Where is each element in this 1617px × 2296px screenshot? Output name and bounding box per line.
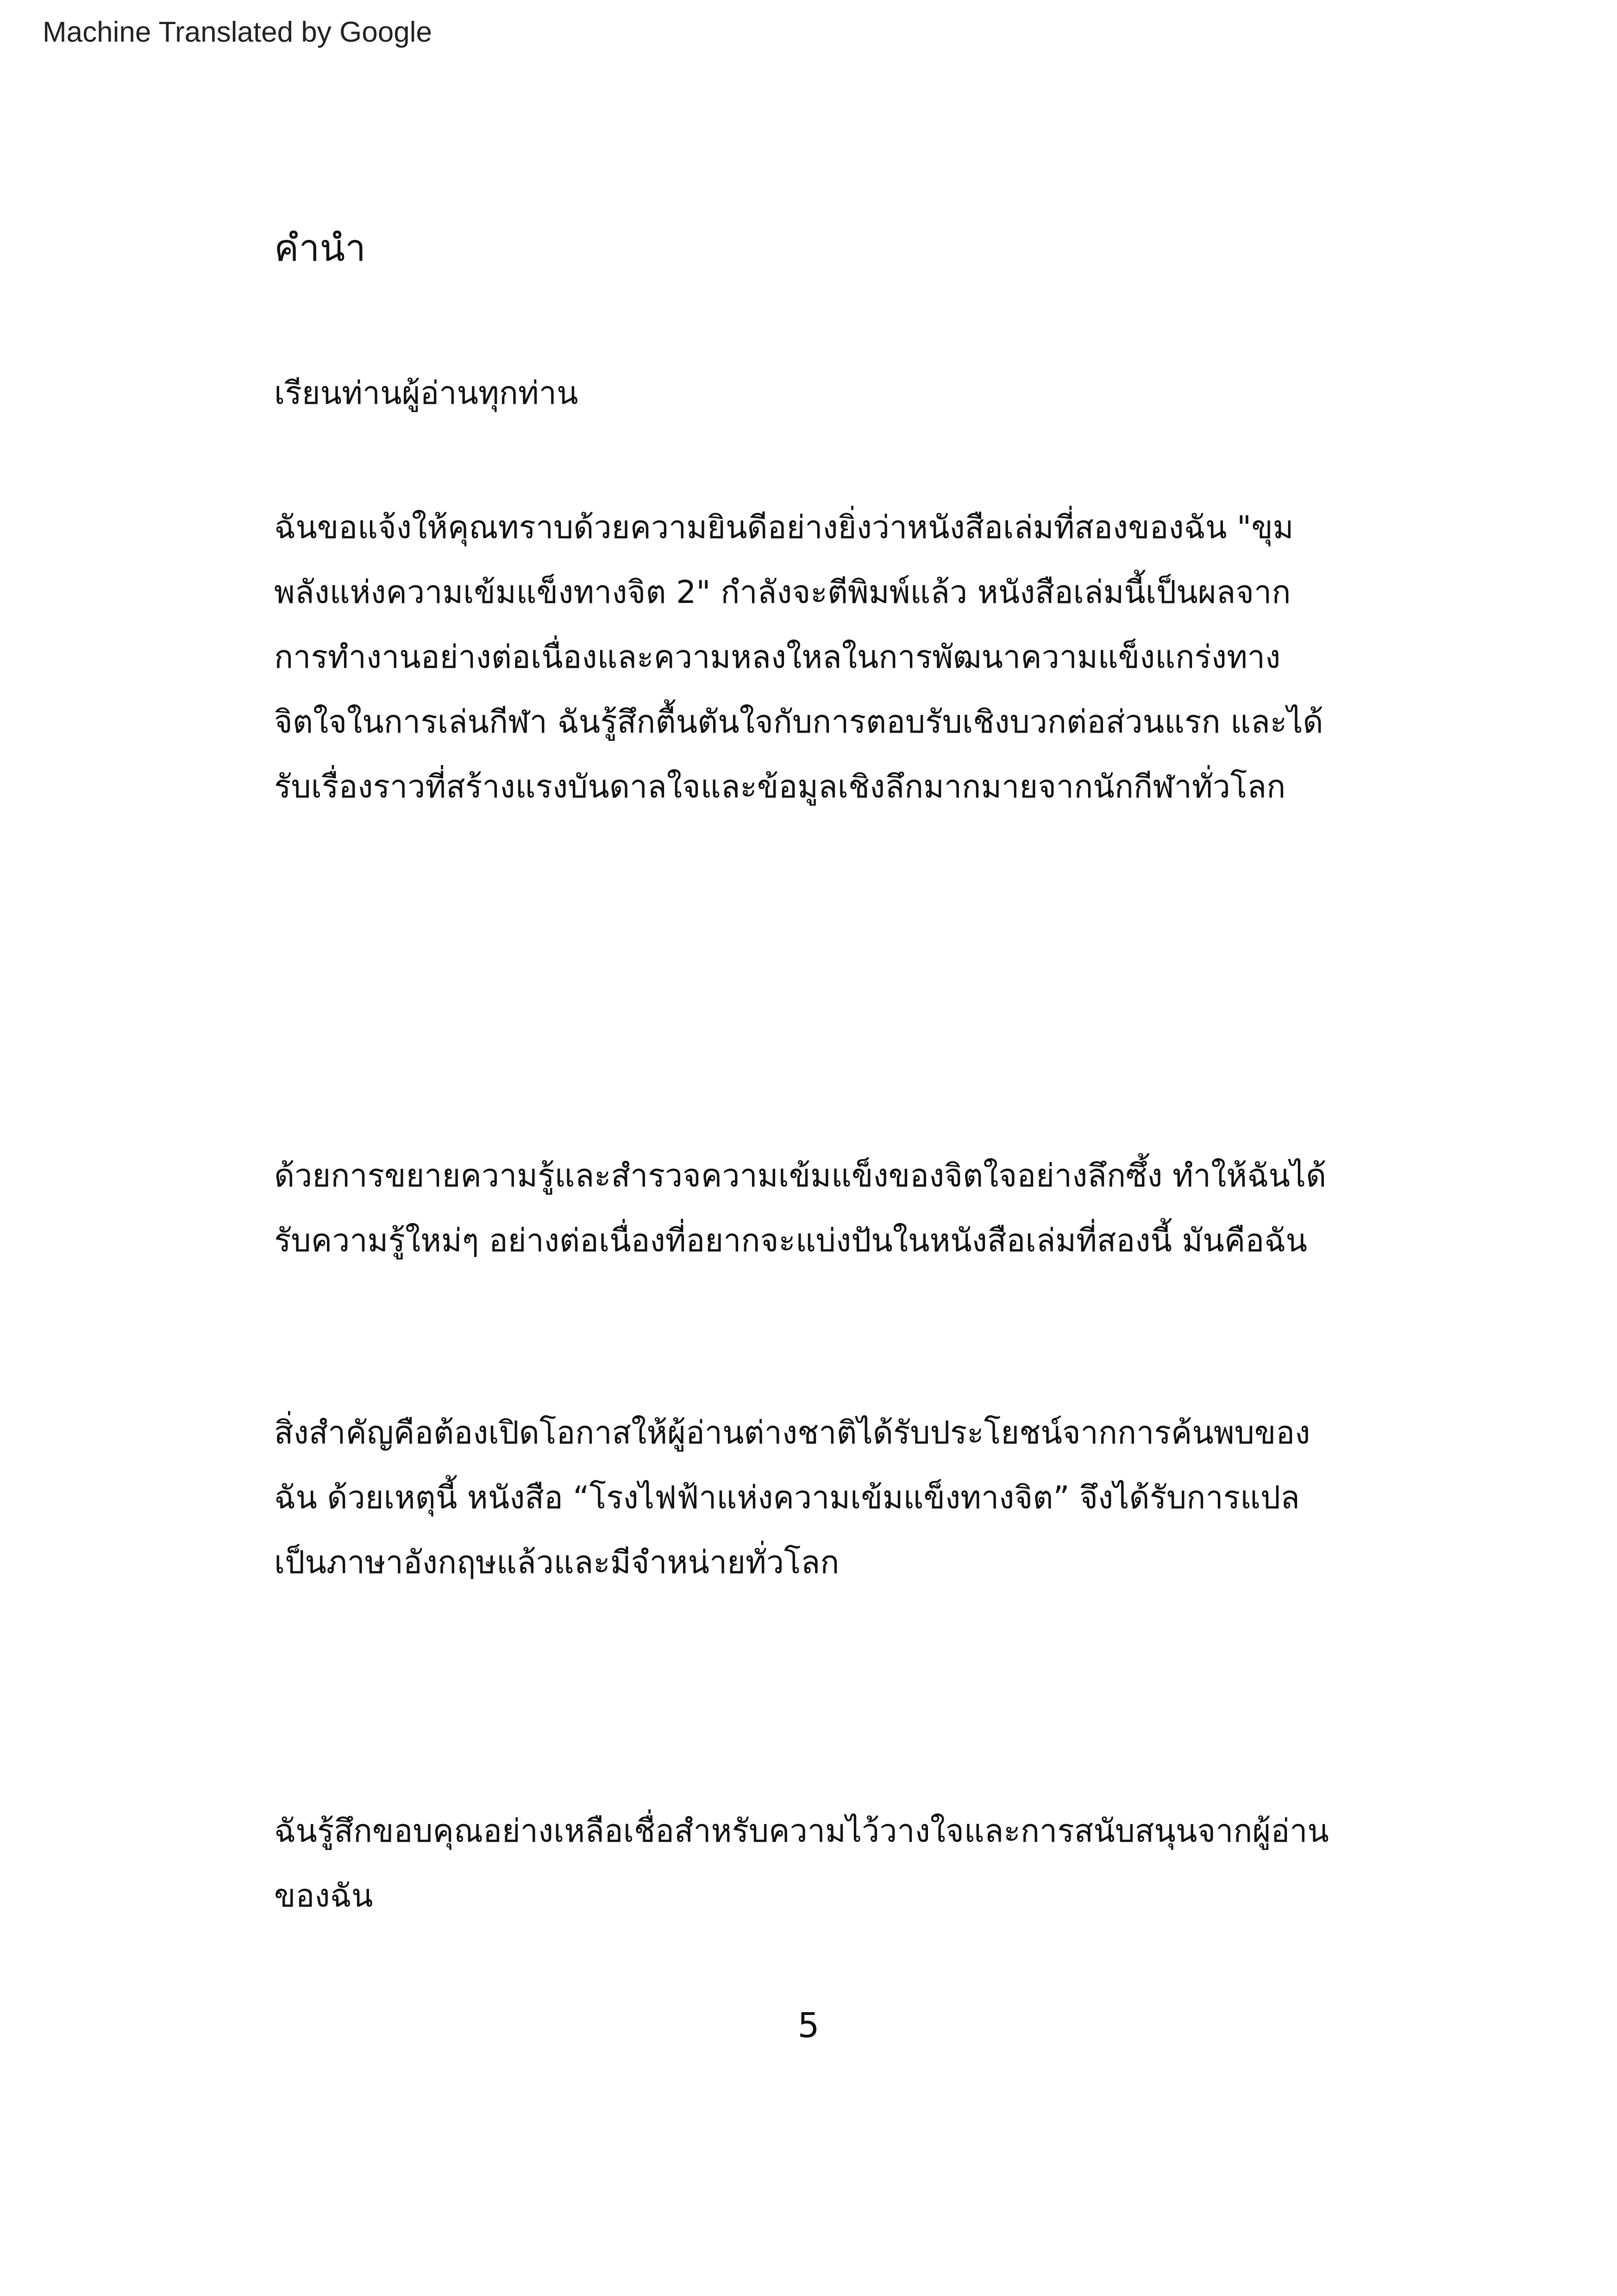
- paragraph-line: สิ่งสำคัญคือต้องเปิดโอกาสให้ผู้อ่านต่างชาติได้รับประโยชน์จากการค้นพบของ: [274, 1415, 1310, 1451]
- paragraph-line: การทำงานอย่างต่อเนื่องและความหลงใหลในการพัฒนาความแข็งแกร่งทาง: [274, 639, 1281, 676]
- paragraph-3: [274, 1401, 1310, 1595]
- paragraph-2: [274, 1144, 1326, 1273]
- paragraph-line: รับเรื่องราวที่สร้างแรงบันดาลใจและข้อมูลเชิงลึกมากมายจากนักกีฬาทั่วโลก: [274, 769, 1286, 805]
- paragraph-line: ฉัน ด้วยเหตุนี้ หนังสือ “โรงไฟฟ้าแห่งความเข้มแข็งทางจิต” จึงได้รับการแปล: [274, 1480, 1300, 1516]
- paragraph-line: ฉันขอแจ้งให้คุณทราบด้วยความยินดีอย่างยิ่งว่าหนังสือเล่มที่สองของฉัน "ขุม: [274, 509, 1294, 546]
- paragraph-4: [274, 1799, 1329, 1929]
- greeting-line: เรียนท่านผู้อ่านทุกท่าน: [274, 375, 578, 412]
- paragraph-line: พลังแห่งความเข้มแข็งทางจิต 2" กำลังจะตีพิมพ์แล้ว หนังสือเล่มนี้เป็นผลจาก: [274, 574, 1291, 611]
- page-number: 5: [797, 2006, 820, 2045]
- page-title: คำนำ: [274, 226, 366, 270]
- paragraph-line: ฉันรู้สึกขอบคุณอย่างเหลือเชื่อสำหรับความไว้วางใจและการสนับสนุนจากผู้อ่าน: [274, 1813, 1329, 1850]
- paragraph-line: ของฉัน: [274, 1878, 373, 1914]
- greeting: [274, 361, 578, 426]
- paragraph-line: เป็นภาษาอังกฤษแล้วและมีจำหน่ายทั่วโลก: [274, 1544, 840, 1581]
- machine-translation-banner: Machine Translated by Google: [43, 16, 432, 48]
- paragraph-line: ด้วยการขยายความรู้และสำรวจความเข้มแข็งของจิตใจอย่างลึกซึ้ง ทำให้ฉันได้: [274, 1158, 1327, 1194]
- paragraph-line: จิตใจในการเล่นกีฬา ฉันรู้สึกตื้นตันใจกับการตอบรับเชิงบวกต่อส่วนแรก และได้: [274, 704, 1323, 740]
- paragraph-1: [274, 496, 1323, 820]
- paragraph-line: รับความรู้ใหม่ๆ อย่างต่อเนื่องที่อยากจะแบ่งปันในหนังสือเล่มที่สองนี้ มันคือฉัน: [274, 1223, 1307, 1259]
